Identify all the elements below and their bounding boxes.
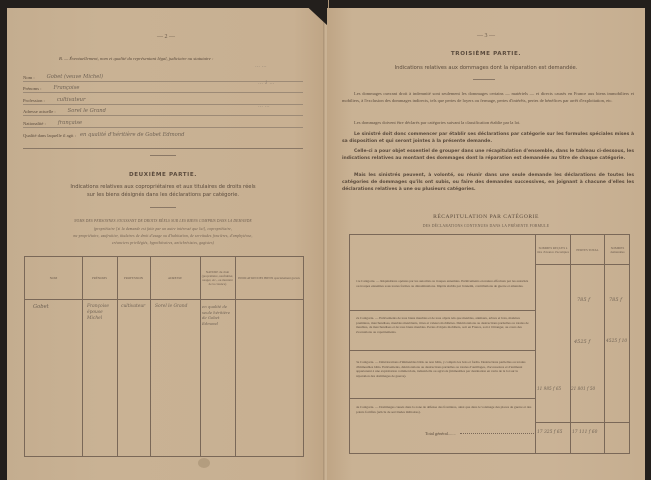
- category-3: [356, 360, 532, 378]
- header-divider: [25, 299, 303, 300]
- part-two-title: DEUXIÈME PARTIE.: [129, 172, 197, 178]
- demandees-cat-1: 785 f: [609, 297, 622, 303]
- paragraph-4: Celle-ci a pour objet essentiel de grouper dans une récapitulation d'ensemble, dans le tableau ci-dessous, les indications relatives au montant des dommages dont la réparation est demandée au titre de chaque catégorie.: [342, 149, 634, 162]
- cell-adresse: Sorel le Grand: [155, 304, 188, 309]
- cell-nom: Gobet: [33, 304, 49, 310]
- pertes-cat-2: 4525 f: [574, 339, 591, 345]
- column-divider: [604, 235, 605, 453]
- field-label: Qualité dans laquelle il agit :: [23, 133, 76, 138]
- field-nationalite: [23, 116, 303, 128]
- field-value: Sorel le Grand: [67, 108, 106, 114]
- paragraph-3: Le sinistré doit donc commencer par établir ses déclarations par catégorie sur les formules spéciales mises à sa disposition et qui seront jointes à la présente demande.: [342, 132, 634, 145]
- pertes-cat-3: 11 985 f 65: [537, 386, 562, 391]
- row-divider: [535, 422, 629, 423]
- category-label: 3e Catégorie.: [356, 360, 375, 364]
- field-value: Gobet (veuve Michel): [46, 73, 104, 80]
- header-nature: NATURE du droit (propriétaire, usufruitier, usager, etc., ou montant de la créance): [201, 270, 234, 286]
- divider: [150, 155, 176, 156]
- category-text: — Enlèvements de tous biens meubles et de tous objets tels que meubles, animaux, arbres et bois, matières premières, marchandises, meubles meublants, titres et valeurs mobilières. Détériorations ou destructions partielles ou totales de meubles, de marchandises et de tous biens meubles. Pertes d'objets mobiliers, soit en France, soit à l'étranger, au cours des évacuations ou rapatriements.: [356, 316, 529, 334]
- demandees-cat-3: 21 801 f 50: [571, 386, 596, 391]
- part-two-note-3: créanciers privilégiés, hypothécaires, antichrésistes, gagistes): [111, 241, 215, 245]
- field-value: cultivateur: [56, 96, 86, 103]
- row-divider: [350, 310, 536, 311]
- header-nom: NOM: [49, 276, 58, 280]
- category-2: [356, 316, 532, 334]
- part-two-note-2: nu-propriétaire, usufruitier, titulaires de droit d'usage ou d'habitation, de servitudes foncières, d'emphytéose,: [73, 234, 253, 238]
- total-demandees: 17 111 f 60: [572, 430, 598, 435]
- field-label: Nom :: [23, 74, 35, 80]
- part-three-title: TROISIÈME PARTIE.: [450, 51, 522, 57]
- header-demandees: SOMMES demandées: [610, 245, 625, 254]
- header-biens: INDICATION DES BIENS spécialement grevés: [238, 276, 300, 280]
- pertes-cat-1: 785 f: [577, 297, 590, 303]
- column-divider: [570, 235, 571, 453]
- header-profession: PROFESSION: [123, 276, 144, 280]
- category-label: 1re Catégorie.: [356, 279, 376, 283]
- header-adresse: ADRESSE: [167, 276, 183, 280]
- field-value: Françoise: [53, 85, 80, 91]
- header-pertes: PERTES TOTAL: [576, 247, 599, 252]
- category-label: 4e Catégorie.: [356, 405, 375, 409]
- page-corner: [300, 0, 328, 26]
- paper-stain: [198, 458, 210, 468]
- field-label: Nationalité :: [23, 120, 46, 126]
- field-label: Profession :: [23, 97, 45, 103]
- rights-holders-table: [24, 256, 304, 457]
- field-qualite: [23, 128, 303, 140]
- part-two-note-caps: NOMS DES PERSONNES JOUISSANT DE DROITS RÉELS SUR LES BIENS COMPRIS DANS LA DEMANDE: [74, 219, 252, 223]
- divider: [23, 148, 303, 149]
- margin-note: … …: [258, 103, 270, 109]
- margin-note: … 1 …: [258, 80, 275, 86]
- cell-profession: cultivateur: [121, 304, 146, 309]
- leader-dots: [460, 433, 534, 434]
- part-two-subtitle-1: Indications relatives aux copropriétaires et aux titulaires de droits réels: [70, 184, 256, 190]
- field-value: française: [57, 119, 83, 126]
- header-prenoms: PRÉNOMS: [91, 276, 108, 280]
- field-label: Adresse actuelle :: [23, 109, 56, 114]
- category-text: — Réquisitions opérées par les autorités ou troupes ennemies. Prélèvements en nature effectués par les autorités ou troupes ennemies sous toutes formes ou dénominations. Impôts établis par l'ennemi, contributions de guerre et amendes.: [356, 279, 529, 288]
- part-three-subtitle: Indications relatives aux dommages dont la réparation est demandée.: [394, 65, 578, 71]
- page-number: — 3 —: [477, 33, 495, 39]
- category-4: [356, 405, 536, 414]
- field-label: Prénoms :: [23, 86, 42, 91]
- recap-title: RÉCAPITULATION PAR CATÉGORIE: [433, 214, 539, 220]
- divider: [150, 207, 176, 208]
- row-divider: [350, 350, 536, 351]
- row-divider: [350, 398, 536, 399]
- total-pertes: 17 325 f 65: [537, 430, 563, 435]
- paragraph-2: Les dommages doivent être déclarés par catégories suivant la classification établie par la loi.: [354, 120, 521, 125]
- part-two-note-1: (propriétaire [si la demande est faite par un autre intéressé que lui], copropriétaire,: [93, 227, 233, 231]
- divider: [473, 79, 495, 80]
- header-avances: SOMMES REÇUES à titre d'avance d'acomptes: [537, 245, 569, 254]
- page-number: — 2 —: [157, 34, 175, 40]
- recap-subtitle: DES DÉCLARATIONS CONTENUES DANS LA PRÉSENTE FORMULE: [422, 224, 550, 228]
- category-1: [356, 279, 532, 288]
- section-b-heading: B. — Éventuellement, nom et qualité du représentant légal, judiciaire ou statutaire :: [59, 56, 214, 61]
- cell-nature: en qualité de seule héritière de Gobet Edmond: [202, 304, 231, 326]
- demandees-cat-2: 4525 f 10: [606, 339, 628, 344]
- category-text: — Dommages causés dans la zone de défense des frontières, ainsi que dans le voisinage des places de guerre et des points fortifiés (article de servitudes militaires).: [356, 405, 532, 414]
- cell-prenoms: Françoise épouse Michel: [87, 304, 109, 321]
- margin-note: … …: [255, 63, 267, 69]
- column-divider: [535, 235, 536, 453]
- recap-table: [349, 234, 630, 454]
- header-divider: [535, 264, 629, 265]
- paragraph-5: Mais les sinistrés peuvent, à volonté, ou réunir dans une seule demande les déclarations de toutes les catégories de dommages qu'ils ont subis, ou faire des demandes successives, en joignant à chacune d'elles les déclarations relatives à une ou plusieurs catégories.: [342, 173, 634, 193]
- category-text: — Détériorations d'immeubles bâtis ou non bâtis, y compris les bois et forêts. Destructions partielles ou totales d'immeubles bâtis. Enlèvements, détériorations ou destructions partielles ou totales d'outillages, d'accessoires et d'animaux appartenant à une exploitation commerciale, industrielle ou agricole (immeubles par destination en vertu de la loi sur la réparation des dommages de guerre).: [356, 360, 526, 378]
- total-label: Total général.......: [425, 431, 456, 436]
- part-two-subtitle-2: sur les biens désignés dans les déclarations par catégorie.: [86, 192, 240, 198]
- category-label: 2e Catégorie.: [356, 316, 375, 320]
- field-value: en qualité d'héritière de Gobet Edmond: [79, 132, 185, 138]
- paragraph-1: Les dommages ouvrant droit à indemnité sont seulement les dommages certains — matériels — et directs causés en France aux biens immobiliers et mobiliers, à l'exclusion des dommages indirects, tels que pertes de loyers ou fermage, pertes d'intérêts, pertes de bénéfices par arrêt d'exploitation, etc.: [342, 91, 634, 104]
